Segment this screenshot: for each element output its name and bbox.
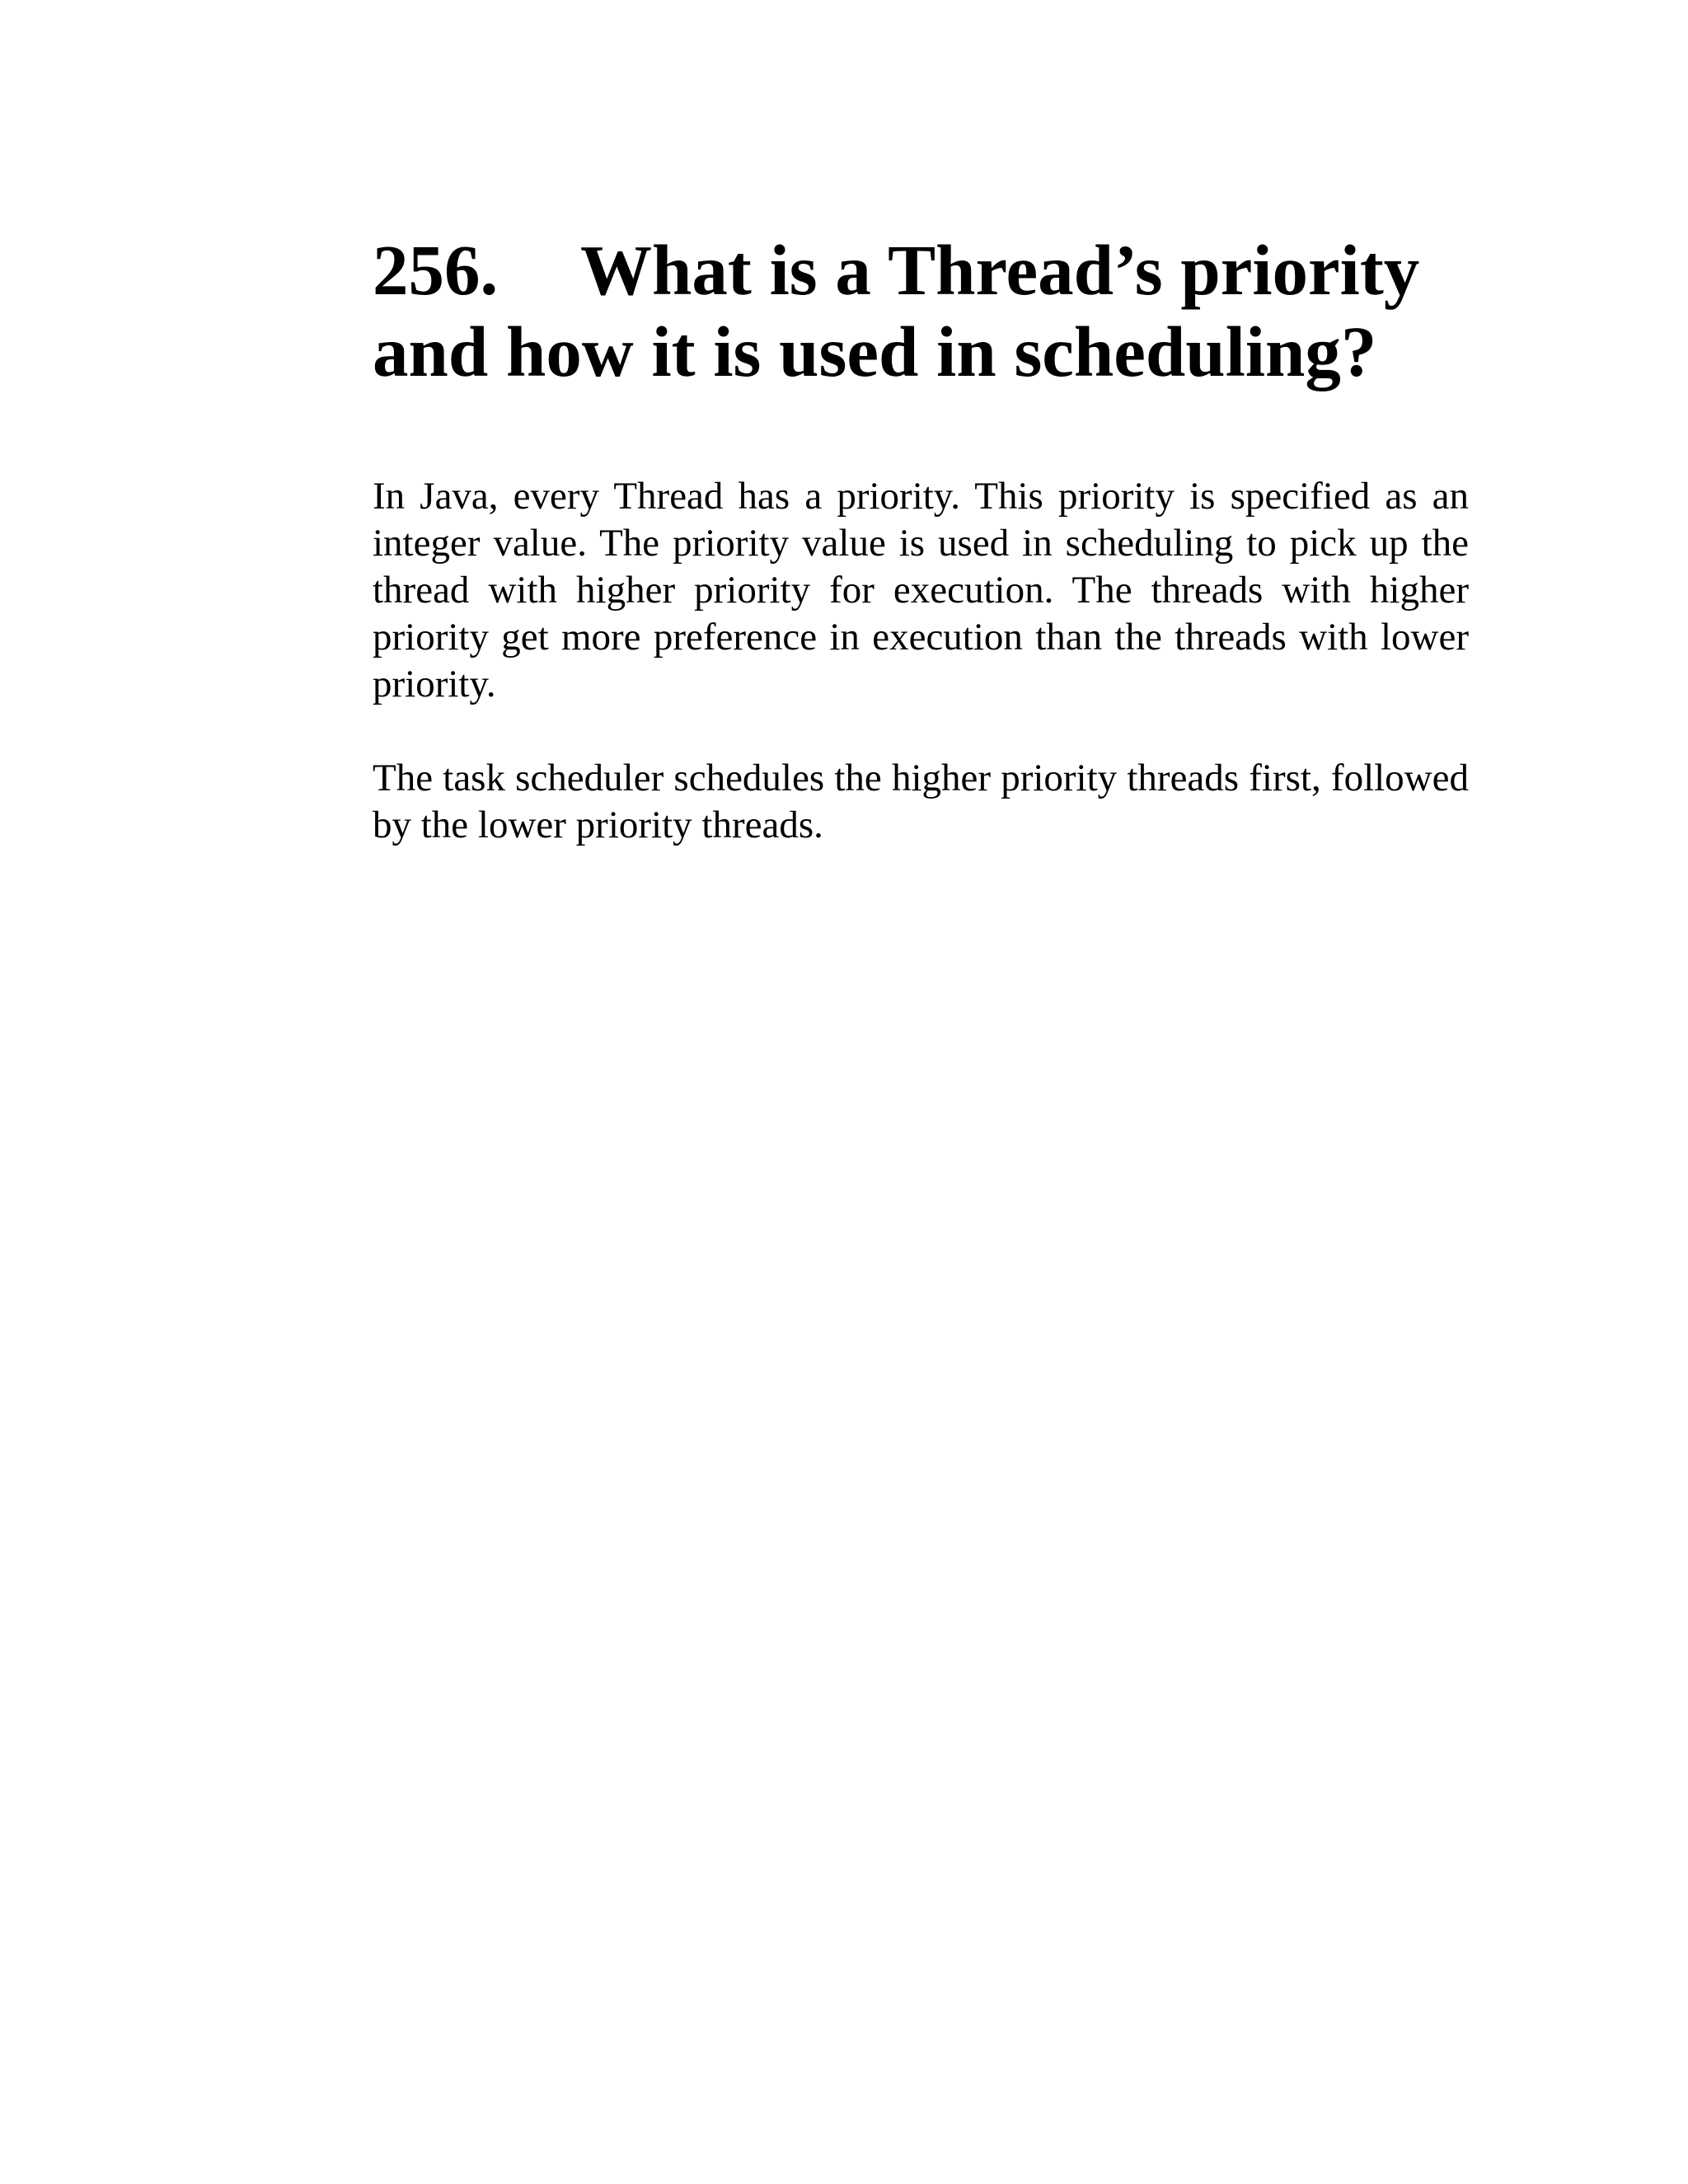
question-number: 256. [373,230,499,310]
answer-paragraph-1: In Java, every Thread has a priority. This priority is specified as an integer value. The priority value is used in scheduling to pick up the thread with higher priority for execution. The threads with higher priority get more preference in execution than the threads with lower priority. [373,475,1469,705]
page-content [373,229,1469,849]
answer-paragraph-2: The task scheduler schedules the higher priority threads first, followed by the lower priority threads. [373,757,1469,846]
question-heading [373,229,1469,392]
question-title-line-1: What is a Thread’s priority [580,230,1420,310]
question-title-line-2: and how it is used in scheduling? [373,312,1377,391]
